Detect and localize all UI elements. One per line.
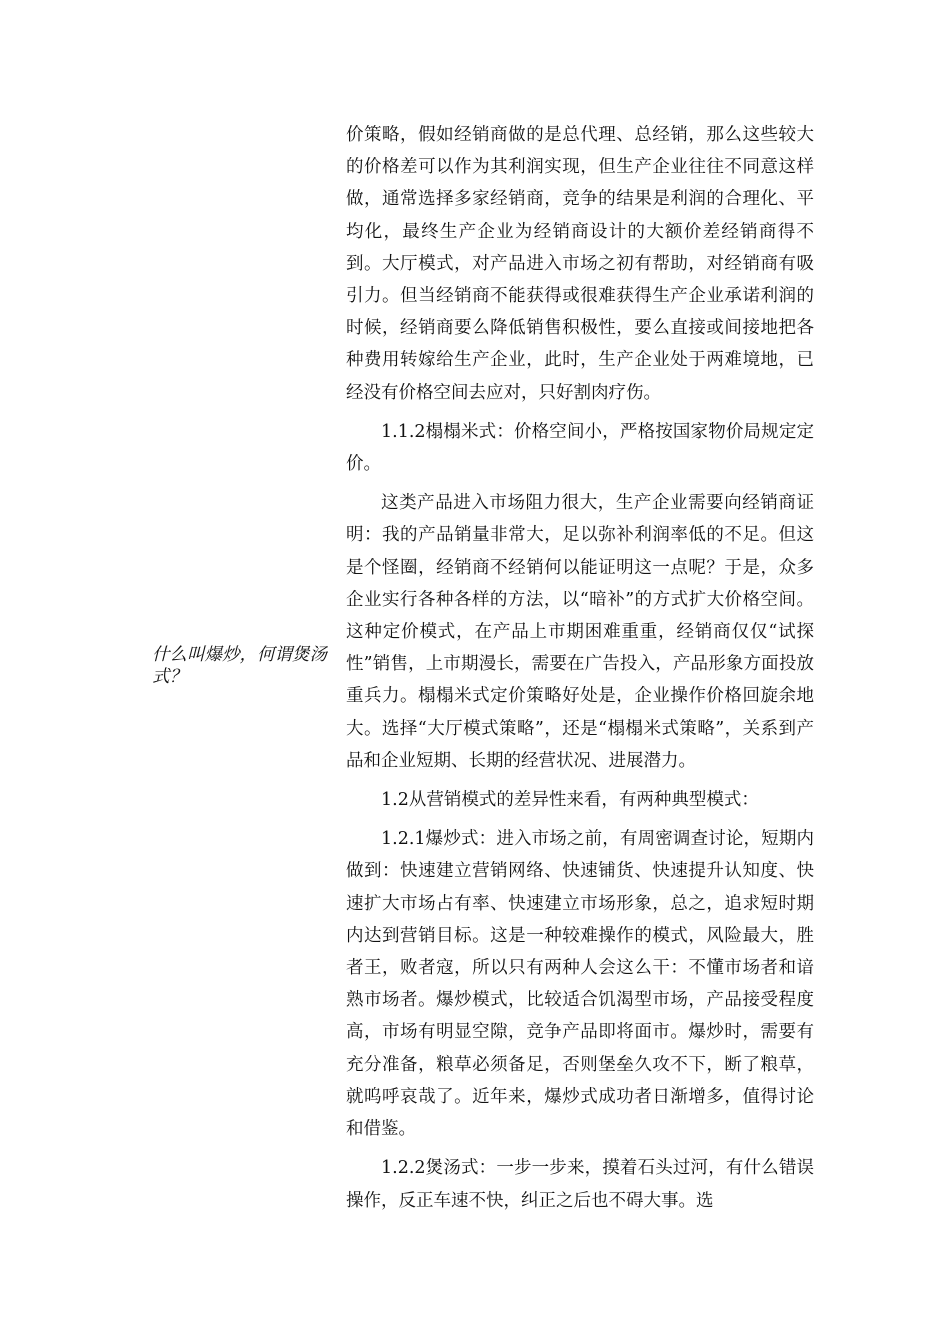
paragraph-marketing-models-heading: 1.2从营销模式的差异性来看，有两种典型模式： <box>381 790 759 811</box>
paragraph-tatami-heading: 1.1.2榻榻米式：价格空间小，严格按国家物价局规定定价。 <box>346 421 814 475</box>
paragraph-price-strategy-continued: 价策略，假如经销商做的是总代理、总经销，那么这些较大的价格差可以作为其利润实现，但生产企业往往不同意这样做，通常选择多家经销商，竞争的结果是利润的合理化、平均化，最终生产企业为经销商设计的大额价差经销商得不到。大厅模式，对产品进入市场之初有帮助，对经销商有吸引力。但当经销商不能获得或很难获得生产企业承诺利润的时候，经销商要么降低销售积极性，要么直接或间接地把各种费用转嫁给生产企业，此时，生产企业处于两难境地，已经没有价格空间去应对，只好割肉疗伤。 <box>346 125 814 403</box>
paragraph-tatami-body: 这类产品进入市场阻力很大，生产企业需要向经销商证明：我的产品销量非常大，足以弥补利润率低的不足。但这是个怪圈，经销商不经销何以能证明这一点呢？于是，众多企业实行各种各样的方法，以“暗补”的方式扩大价格空间。这种定价模式，在产品上市期困难重重，经销商仅仅“试探性”销售，上市期漫长，需要在广告投入，产品形象方面投放重兵力。榻榻米式定价策略好处是，企业操作价格回旋余地大。选择“大厅模式策略”，还是“榻榻米式策略”，关系到产品和企业短期、长期的经营状况、进展潜力。 <box>346 493 814 771</box>
paragraph-stew-model: 1.2.2煲汤式：一步一步来，摸着石头过河，有什么错误操作，反正车速不快，纠正之后也不碍大事。选 <box>346 1158 814 1211</box>
body-text <box>346 119 814 1224</box>
margin-annotation: 什么叫爆炒，何谓煲汤式？ <box>152 645 327 687</box>
paragraph-stir-fry-model: 1.2.1爆炒式：进入市场之前，有周密调查讨论，短期内做到：快速建立营销网络、快速铺货、快速提升认知度、快速扩大市场占有率、快速建立市场形象，总之，追求短时期内达到营销目标。这是一种较难操作的模式，风险最大，胜者王，败者寇，所以只有两种人会这么干：不懂市场者和谙熟市场者。爆炒模式，比较适合饥渴型市场，产品接受程度高，市场有明显空隙，竞争产品即将面市。爆炒时，需要有充分准备，粮草必须备足，否则堡垒久攻不下，断了粮草，就呜呼哀哉了。近年来，爆炒式成功者日渐增多，值得讨论和借鉴。 <box>346 829 814 1140</box>
